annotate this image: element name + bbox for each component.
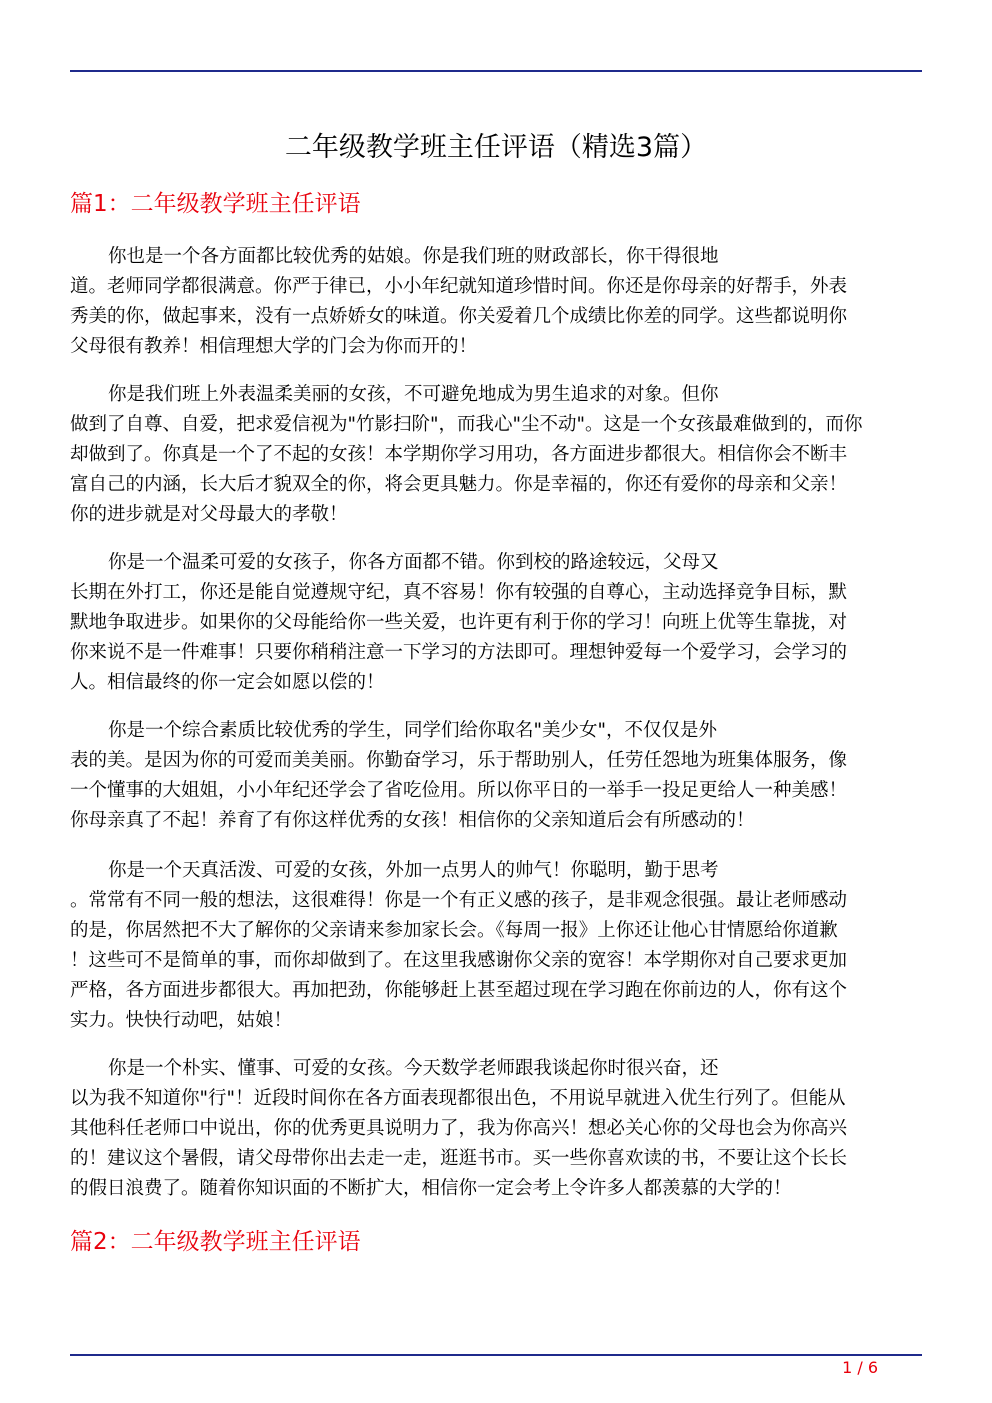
- paragraph-3: [70, 548, 922, 698]
- paragraph-line: 你来说不是一件难事！只要你稍稍注意一下学习的方法即可。理想钟爱每一个爱学习，会学习的: [70, 642, 848, 663]
- document-title: 二年级教学班主任评语（精选3篇）: [284, 132, 708, 163]
- paragraph-line: 其他科任老师口中说出，你的优秀更具说明力了，我为你高兴！想必关心你的父母也会为你高兴: [70, 1118, 848, 1139]
- paragraph-5: [70, 856, 922, 1036]
- page-number: 1 / 6: [842, 1358, 878, 1377]
- header-rule: [70, 70, 922, 72]
- paragraph-line: 长期在外打工，你还是能自觉遵规守纪，真不容易！你有较强的自尊心，主动选择竞争目标，默: [70, 582, 848, 603]
- paragraph-line: 。常常有不同一般的想法，这很难得！你是一个有正义感的孩子，是非观念很强。最让老师感动: [70, 890, 848, 911]
- paragraph-line: 你是一个温柔可爱的女孩子，你各方面都不错。你到校的路途较远，父母又: [108, 552, 719, 573]
- paragraph-line: 你是一个综合素质比较优秀的学生，同学们给你取名"美少女"，不仅仅是外: [108, 720, 718, 741]
- paragraph-line: 你也是一个各方面都比较优秀的姑娘。你是我们班的财政部长，你干得很地: [108, 246, 719, 267]
- paragraph-line: 富自己的内涵，长大后才貌双全的你，将会更具魅力。你是幸福的，你还有爱你的母亲和父亲！: [70, 474, 848, 495]
- paragraph-line: 的是，你居然把不大了解你的父亲请来参加家长会。《每周一报》上你还让他心甘情愿给你道歉: [70, 920, 838, 941]
- paragraph-4: [70, 716, 922, 836]
- paragraph-1: [70, 242, 922, 362]
- paragraph-line: 你母亲真了不起！养育了有你这样优秀的女孩！相信你的父亲知道后会有所感动的！: [70, 810, 755, 831]
- paragraph-line: 一个懂事的大姐姐，小小年纪还学会了省吃俭用。所以你平日的一举手一投足更给人一种美感！: [70, 780, 848, 801]
- paragraph-line: 严格，各方面进步都很大。再加把劲，你能够赶上甚至超过现在学习跑在你前边的人，你有这个: [70, 980, 848, 1001]
- section-heading-1: 篇1：二年级教学班主任评语: [70, 191, 361, 217]
- footer-rule: [70, 1354, 922, 1356]
- paragraph-line: 却做到了。你真是一个了不起的女孩！本学期你学习用功，各方面进步都很大。相信你会不断丰: [70, 444, 848, 465]
- paragraph-line: 的！建议这个暑假，请父母带你出去走一走，逛逛书市。买一些你喜欢读的书，不要让这个长长: [70, 1148, 848, 1169]
- paragraph-6: [70, 1054, 922, 1204]
- section-heading-2: 篇2：二年级教学班主任评语: [70, 1229, 361, 1255]
- paragraph-line: 道。老师同学都很满意。你严于律已，小小年纪就知道珍惜时间。你还是你母亲的好帮手，外表: [70, 276, 848, 297]
- paragraph-line: 实力。快快行动吧，姑娘！: [70, 1010, 293, 1031]
- paragraph-line: 表的美。是因为你的可爱而美美丽。你勤奋学习，乐于帮助别人，任劳任怨地为班集体服务，像: [70, 750, 848, 771]
- paragraph-line: 做到了自尊、自爱，把求爱信视为"竹影扫阶"，而我心"尘不动"。这是一个女孩最难做到的，而你: [70, 414, 863, 435]
- paragraph-line: 的假日浪费了。随着你知识面的不断扩大，相信你一定会考上令许多人都羡慕的大学的！: [70, 1178, 792, 1199]
- paragraph-line: 父母很有教养！相信理想大学的门会为你而开的！: [70, 336, 478, 357]
- paragraph-line: 秀美的你，做起事来，没有一点娇娇女的味道。你关爱着几个成绩比你差的同学。这些都说明你: [70, 306, 848, 327]
- paragraph-line: 你的进步就是对父母最大的孝敬！: [70, 504, 348, 525]
- paragraph-line: 人。相信最终的你一定会如愿以偿的！: [70, 672, 385, 693]
- paragraph-line: 以为我不知道你"行"！近段时间你在各方面表现都很出色，不用说早就进入优生行列了。但能从: [70, 1088, 846, 1109]
- paragraph-line: 默地争取进步。如果你的父母能给你一些关爱，也许更有利于你的学习！向班上优等生靠拢，对: [70, 612, 848, 633]
- paragraph-2: [70, 380, 922, 530]
- paragraph-line: 你是我们班上外表温柔美丽的女孩，不可避免地成为男生追求的对象。但你: [108, 384, 719, 405]
- paragraph-line: ！这些可不是简单的事，而你却做到了。在这里我感谢你父亲的宽容！本学期你对自己要求更加: [70, 950, 848, 971]
- paragraph-line: 你是一个朴实、懂事、可爱的女孩。今天数学老师跟我谈起你时很兴奋，还: [108, 1058, 719, 1079]
- paragraph-line: 你是一个天真活泼、可爱的女孩，外加一点男人的帅气！你聪明，勤于思考: [108, 860, 719, 881]
